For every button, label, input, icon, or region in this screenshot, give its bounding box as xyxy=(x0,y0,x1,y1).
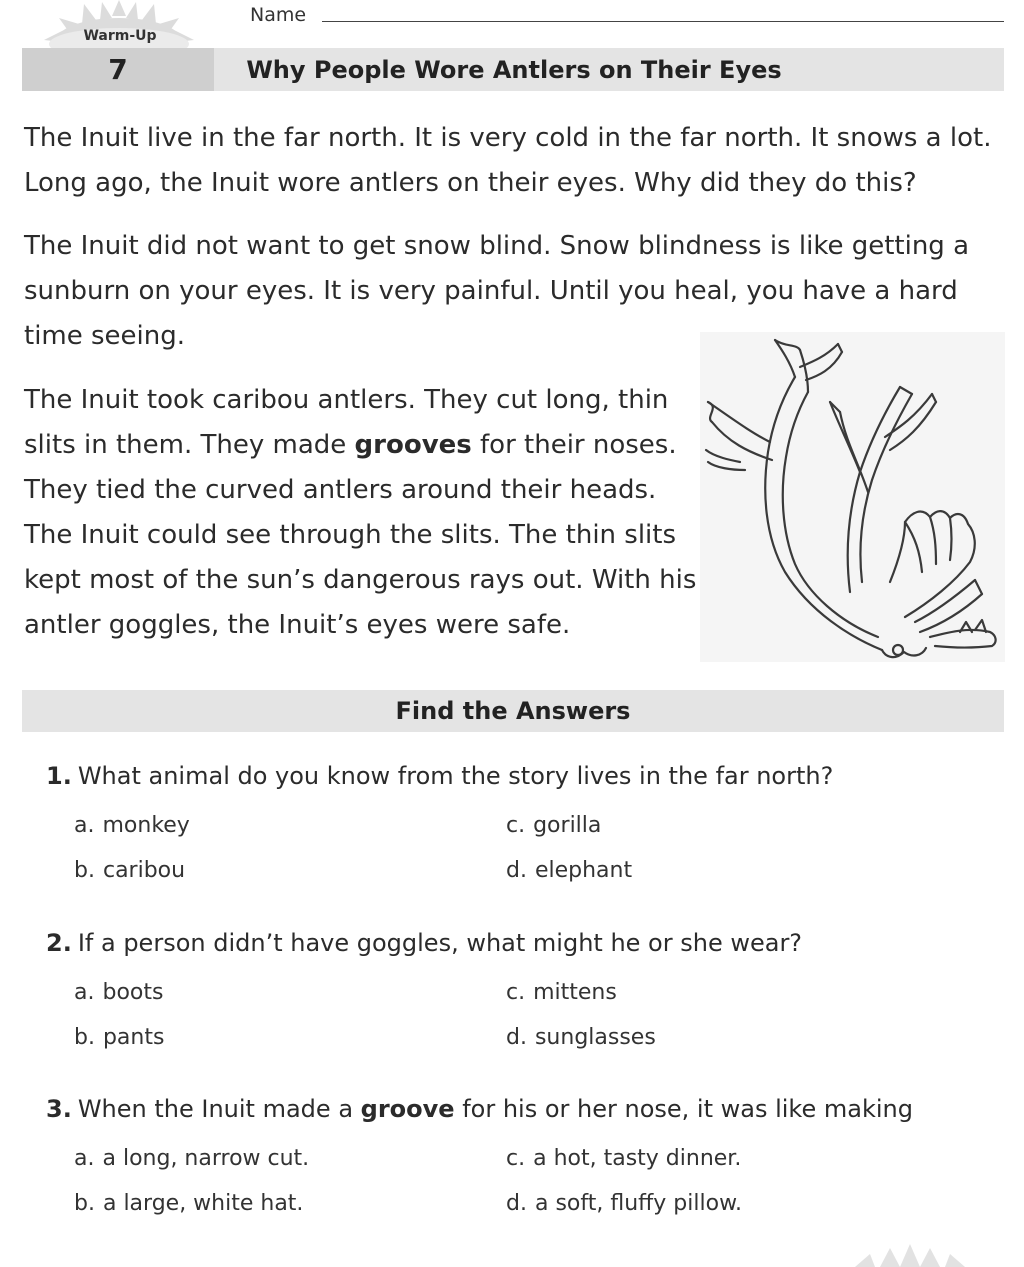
page-title: Why People Wore Antlers on Their Eyes xyxy=(246,55,782,84)
option-letter: d. xyxy=(506,858,527,883)
option-text: a large, white hat. xyxy=(102,1191,304,1216)
option-letter: a. xyxy=(74,813,95,838)
option-text: caribou xyxy=(102,858,186,883)
story-text: for their noses. They tied the curved antlers around their heads. The Inuit could see through the slits. The thin slits kept most of the sun’s dangerous rays out. With his antler goggles, the Inuit’s eyes were safe. xyxy=(24,430,697,640)
option-text: monkey xyxy=(102,813,190,838)
question-1 xyxy=(46,762,833,790)
option-letter: d. xyxy=(506,1191,527,1216)
option-letter: b. xyxy=(74,858,95,883)
sun-decoration-icon xyxy=(845,1244,975,1267)
option-2a[interactable] xyxy=(74,980,163,1005)
option-text: mittens xyxy=(533,980,617,1005)
question-text: What animal do you know from the story lives in the far north? xyxy=(77,762,834,790)
option-3a[interactable] xyxy=(74,1146,309,1171)
option-letter: b. xyxy=(74,1191,95,1216)
option-text: a long, narrow cut. xyxy=(102,1146,310,1171)
option-text: a soft, fluffy pillow. xyxy=(534,1191,743,1216)
story-paragraph-2: The Inuit did not want to get snow blind. Snow blindness is like getting a sunburn on your eyes. It is very painful. Until you heal, you have a hard time seeing. xyxy=(24,231,970,351)
warm-up-number: 7 xyxy=(22,48,214,91)
vocab-word-grooves: grooves xyxy=(354,430,472,460)
option-letter: c. xyxy=(506,980,526,1005)
option-letter: a. xyxy=(74,1146,95,1171)
option-1b[interactable] xyxy=(74,858,185,883)
question-2 xyxy=(46,929,802,957)
question-text: for his or her nose, it was like making xyxy=(454,1095,913,1123)
story-paragraph-1: The Inuit live in the far north. It is very cold in the far north. It snows a lot. Long ago, the Inuit wore antlers on their eyes. Why did they do this? xyxy=(24,123,992,198)
question-3 xyxy=(46,1095,913,1123)
option-2b[interactable] xyxy=(74,1025,164,1050)
option-letter: b. xyxy=(74,1025,95,1050)
name-label: Name xyxy=(250,4,307,26)
question-text: If a person didn’t have goggles, what might he or she wear? xyxy=(77,929,803,957)
option-letter: a. xyxy=(74,980,95,1005)
question-text: When the Inuit made a xyxy=(77,1095,361,1123)
antler-icon xyxy=(700,332,1005,662)
option-text: boots xyxy=(102,980,164,1005)
warm-up-label: Warm-Up xyxy=(83,28,157,44)
story-text: The Inuit took caribou antlers. They cut long, thin slits in them. They made xyxy=(24,385,669,460)
option-1d[interactable] xyxy=(506,858,632,883)
option-2c[interactable] xyxy=(506,980,617,1005)
option-3d[interactable] xyxy=(506,1191,742,1216)
option-letter: c. xyxy=(506,1146,526,1171)
option-3c[interactable] xyxy=(506,1146,741,1171)
option-text: gorilla xyxy=(533,813,602,838)
option-1c[interactable] xyxy=(506,813,601,838)
name-line xyxy=(322,21,1004,22)
story-paragraph-3 xyxy=(24,378,704,648)
option-text: a hot, tasty dinner. xyxy=(533,1146,742,1171)
question-number: 3. xyxy=(46,1095,72,1123)
option-letter: c. xyxy=(506,813,526,838)
question-number: 2. xyxy=(46,929,72,957)
option-letter: d. xyxy=(506,1025,527,1050)
option-2d[interactable] xyxy=(506,1025,656,1050)
option-text: sunglasses xyxy=(534,1025,656,1050)
section-heading: Find the Answers xyxy=(22,690,1004,732)
option-text: elephant xyxy=(534,858,633,883)
vocab-word-groove: groove xyxy=(360,1095,455,1123)
question-number: 1. xyxy=(46,762,72,790)
option-3b[interactable] xyxy=(74,1191,303,1216)
option-text: pants xyxy=(102,1025,165,1050)
option-1a[interactable] xyxy=(74,813,190,838)
